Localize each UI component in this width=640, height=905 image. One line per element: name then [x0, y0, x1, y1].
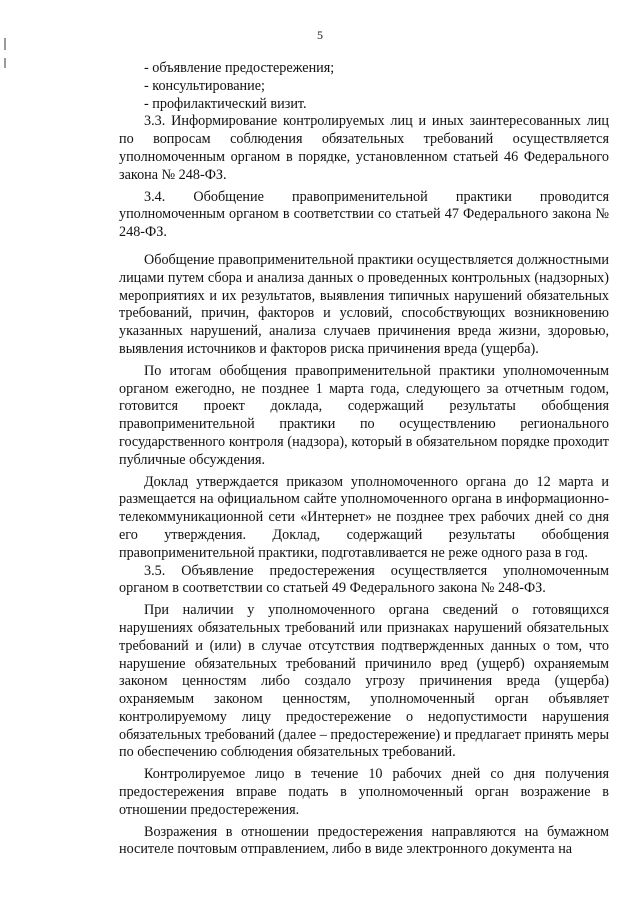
list-item: - консультирование; — [144, 77, 265, 94]
page-number: 5 — [317, 28, 323, 42]
margin-mark — [4, 58, 6, 68]
paragraph-3-3: 3.3. Информирование контролируемых лиц и иных заинтересованных лиц по вопросам соблюдения обязательных требований осуществляется уполномоченным органом в порядке, установленном статьей 46 Федерального закона № 248-ФЗ. — [119, 113, 609, 183]
paragraph-report-approval: Доклад утверждается приказом уполномоченного органа до 12 марта и размещается на официальном сайте уполномоченного органа в информационно-телекоммуникационной сети «Интернет» не позднее трех рабочих дней со дня его утверждения. Доклад, содержащий результаты обобщения правоприменительной практики, подготавливается не реже одного раза в год. — [119, 473, 609, 561]
list-item: - профилактический визит. — [144, 95, 307, 112]
list-item: - объявление предостережения; — [144, 60, 335, 76]
paragraph-3-5: 3.5. Объявление предостережения осуществляется уполномоченным органом в соответствии со статьей 49 Федерального закона № 248-ФЗ. — [119, 562, 609, 597]
paragraph-3-4: 3.4. Обобщение правоприменительной практики проводится уполномоченным органом в соответствии со статьей 47 Федерального закона № 248-ФЗ. — [119, 188, 609, 241]
paragraph-warning-conditions: При наличии у уполномоченного органа сведений о готовящихся нарушениях обязательных требований или признаках нарушений обязательных требований и (или) в случае отсутствия подтвержденных данных о том, что нарушение обязательных требований причинило вред (ущерб) охраняемым законом ценностям либо создало угрозу причинения вреда (ущерба) охраняемым законом ценностям, уполномоченный орган объявляет контролируемому лицу предостережение о недопустимости нарушения обязательных требований (далее – предостережение) и предлагает принять меры по обеспечению соблюдения обязательных требований. — [119, 602, 609, 761]
paragraph-objection-right: Контролируемое лицо в течение 10 рабочих дней со дня получения предостережения вправе подать в уполномоченный орган возражение в отношении предостережения. — [119, 766, 609, 818]
document-body — [119, 60, 609, 859]
paragraph-annual-report: По итогам обобщения правоприменительной практики уполномоченным органом ежегодно, не позднее 1 марта года, следующего за отчетным годом, готовится проект доклада, содержащий результаты обобщения правоприменительной практики по осуществлению регионального государственного контроля (надзора), который в обязательном порядке проходит публичные обсуждения. — [119, 362, 609, 468]
paragraph-generalization: Обобщение правоприменительной практики осуществляется должностными лицами путем сбора и анализа данных о проведенных контрольных (надзорных) мероприятиях и их результатов, выявления типичных нарушений обязательных требований, причин, факторов и условий, способствующих возникновению указанных нарушений, анализа случаев причинения вреда жизни, здоровью, выявления источников и факторов риска причинения вреда (ущерба). — [119, 251, 609, 357]
paragraph-objection-delivery: Возражения в отношении предостережения направляются на бумажном носителе почтовым отправлением, либо в виде электронного документа на — [119, 823, 609, 858]
